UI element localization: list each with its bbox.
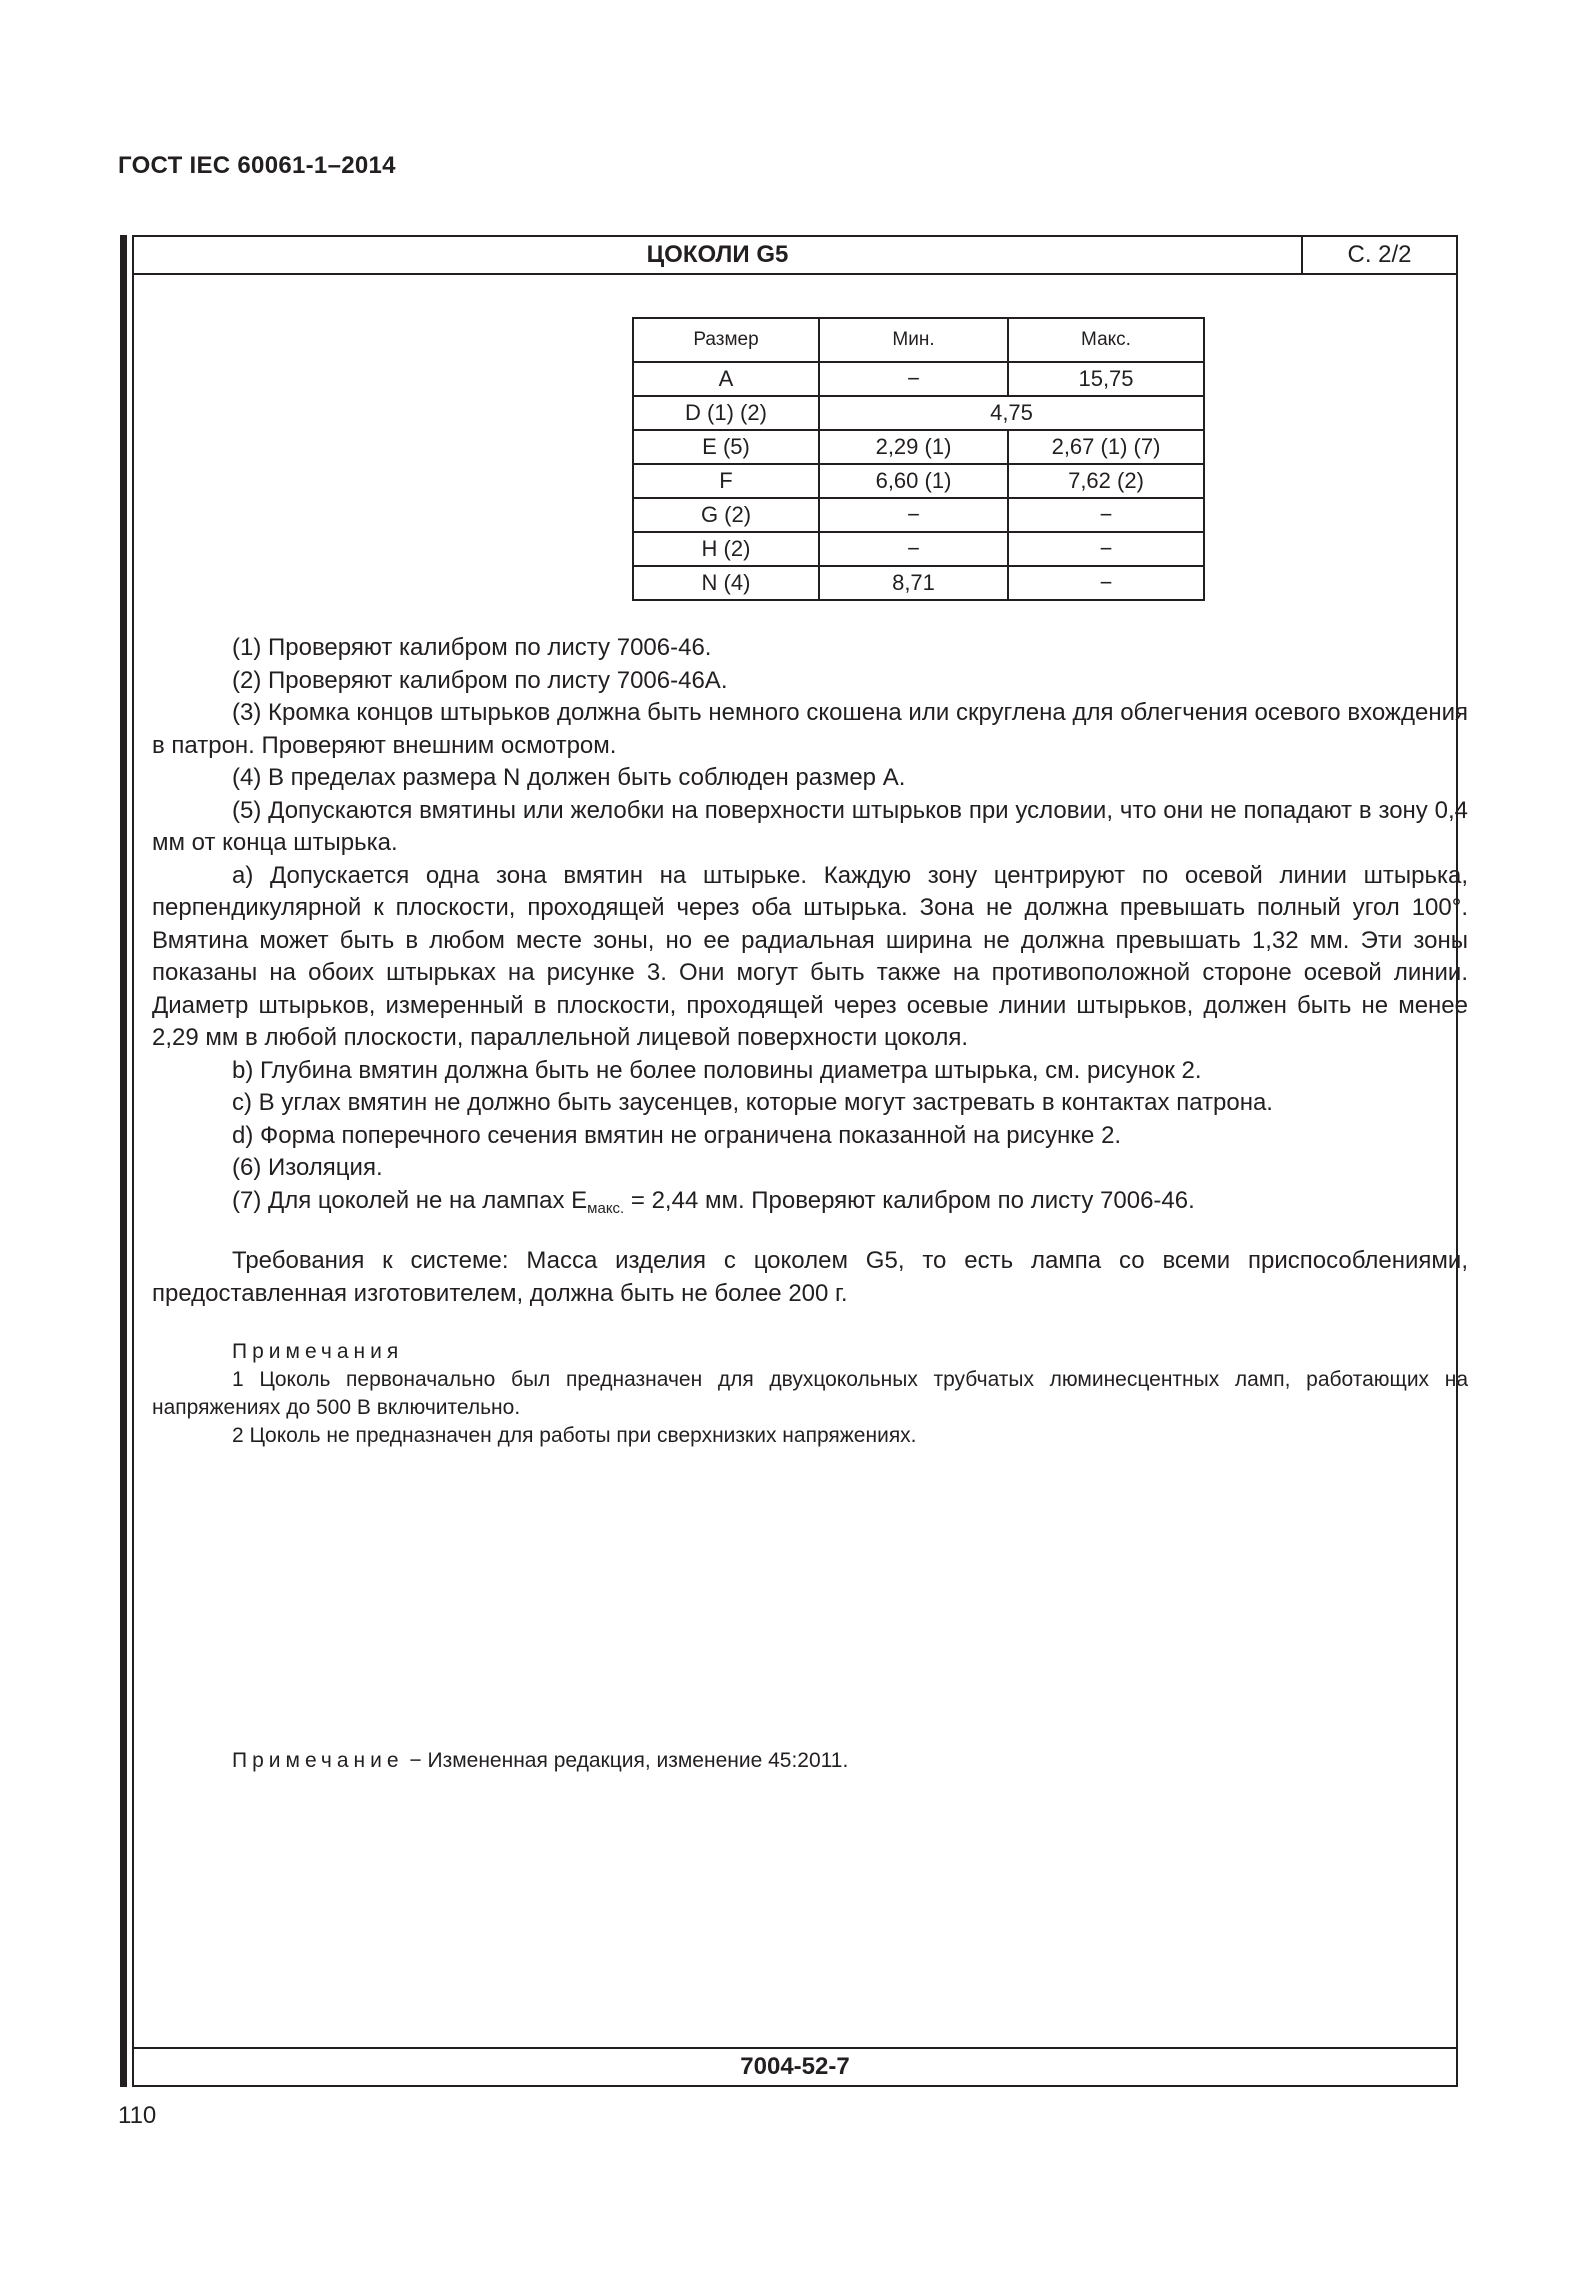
final-note-text: − Измененная редакция, изменение 45:2011. [403, 1749, 849, 1772]
cell-min: 6,60 (1) [819, 464, 1008, 498]
note-item: 2 Цоколь не предназначен для работы при сверхнизких напряжениях. [232, 1424, 917, 1447]
table-row [633, 532, 1204, 566]
final-note [152, 1747, 1468, 1775]
cell-size: G (2) [633, 498, 819, 532]
notes-heading: Примечания [232, 1340, 404, 1363]
cell-size: F [633, 464, 819, 498]
table-row [633, 430, 1204, 464]
cell-size: D (1) (2) [633, 396, 819, 430]
table-row [633, 362, 1204, 396]
footnote: (4) В пределах размера N должен быть соблюден размер A. [232, 764, 906, 791]
sheet-box [132, 235, 1468, 2087]
table-row [633, 498, 1204, 532]
note-item: 1 Цоколь первоначально был предназначен для двухцокольных трубчатых люминесцентных ламп, работающих на напряжениях до 500 В включительно. [152, 1368, 1468, 1419]
table-header-row [633, 318, 1204, 362]
cell-max: − [1008, 532, 1204, 566]
footnote-7 [152, 1185, 1468, 1218]
sheet-title-row [134, 237, 1456, 275]
cell-min: − [819, 532, 1008, 566]
footnote: d) Форма поперечного сечения вмятин не ограничена показанной на рисунке 2. [232, 1121, 1122, 1149]
footnote: (6) Изоляция. [232, 1154, 383, 1181]
table-row [633, 396, 1204, 430]
column-header-min: Мин. [819, 318, 1008, 362]
cell-min: − [819, 362, 1008, 396]
column-header-max: Макс. [1008, 318, 1204, 362]
footnote: a) Допускается одна зона вмятин на штырьке. Каждую зону центрируют по осевой линии штырька, перпендикулярной к плоскости, проходящей через оба штырька. Зона не должна превышать полный угол 100°. Вмятина может быть в любом месте зоны, но ее радиальная ширина не должна превышать 1,32 мм. Эти зоны показаны на обоих штырьках на рисунке 3. Они могут быть также на противоположной стороне осевой линии. Диаметр штырьков, измеренный в плоскости, проходящей через осевые линии штырьков, должен быть не менее 2,29 мм в любой плоскости, параллельной лицевой поверхности цоколя. [152, 861, 1468, 1051]
sheet-frame [120, 235, 1468, 2087]
cell-max: 7,62 (2) [1008, 464, 1204, 498]
final-note-label: Примечание [232, 1749, 404, 1772]
cell-min: 2,29 (1) [819, 430, 1008, 464]
footnote: (3) Кромка концов штырьков должна быть немного скошена или скруглена для облегчения осевого вхождения в патрон. Проверяют внешним осмотром. [152, 699, 1468, 759]
notes-block [152, 1338, 1468, 1450]
sheet-title: ЦОКОЛИ G5 [134, 237, 1303, 273]
footnote: (5) Допускаются вмятины или желобки на поверхности штырьков при условии, что они не попадают в зону 0,4 мм от конца штырька. [152, 796, 1468, 856]
cell-merged-value: 4,75 [819, 396, 1204, 430]
cell-size: H (2) [633, 532, 819, 566]
page-number: 110 [118, 2102, 157, 2129]
cell-max: − [1008, 566, 1204, 600]
cell-max: 15,75 [1008, 362, 1204, 396]
cell-max: 2,67 (1) (7) [1008, 430, 1204, 464]
sheet-page-indicator: С. 2/2 [1347, 241, 1412, 268]
cell-size: E (5) [633, 430, 819, 464]
cell-min: 8,71 [819, 566, 1008, 600]
cell-max: − [1008, 498, 1204, 532]
footnote: b) Глубина вмятин должна быть не более половины диаметра штырька, см. рисунок 2. [232, 1056, 1202, 1084]
footnote: (2) Проверяют калибром по листу 7006-46A. [232, 666, 728, 694]
left-margin-bar [120, 235, 127, 2087]
footnote: (1) Проверяют калибром по листу 7006-46. [232, 634, 712, 661]
system-requirements: Требования к системе: Масса изделия с цоколем G5, то есть лампа со всеми приспособлениями, предоставленная изготовителем, должна быть не более 200 г. [152, 1247, 1468, 1307]
table-row [633, 464, 1204, 498]
sheet-code: 7004-52-7 [134, 2047, 1456, 2085]
footnote-7-subscript: макс. [587, 1199, 625, 1217]
footnote-7-prefix: (7) Для цоколей не на лампах E [232, 1186, 588, 1214]
dimensions-table [632, 317, 1205, 601]
cell-size: A [633, 362, 819, 396]
footnote: c) В углах вмятин не должно быть заусенцев, которые могут застревать в контактах патрона. [232, 1089, 1273, 1116]
table-row [633, 566, 1204, 600]
footnote-7-suffix: = 2,44 мм. Проверяют калибром по листу 7006-46. [624, 1186, 1195, 1214]
cell-size: N (4) [633, 566, 819, 600]
column-header-size: Размер [633, 318, 819, 362]
footnotes-section [152, 632, 1468, 1450]
document-header: ГОСТ IEC 60061-1–2014 [118, 152, 396, 179]
cell-min: − [819, 498, 1008, 532]
